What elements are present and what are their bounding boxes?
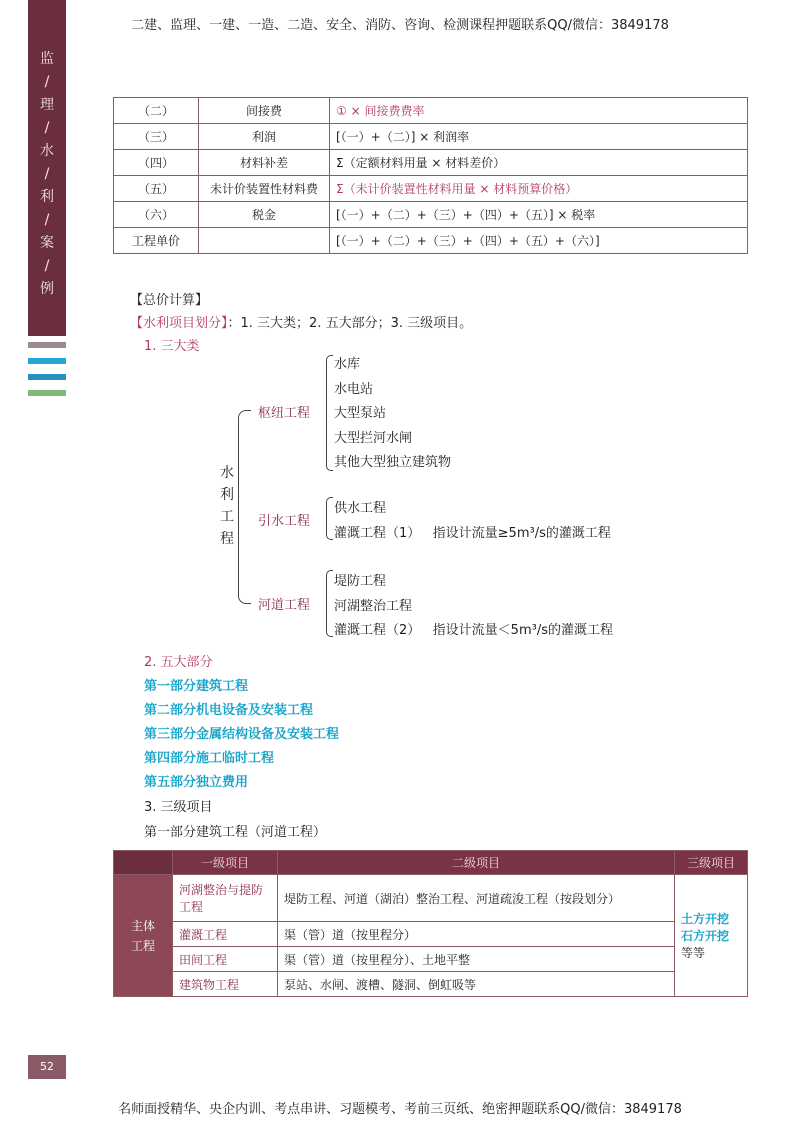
- level1-cell: 建筑物工程: [173, 972, 278, 997]
- cost-table: [113, 97, 748, 254]
- main-works-label: 主体工程: [130, 918, 155, 953]
- header-level3: 三级项目: [675, 851, 748, 875]
- cost-row: [114, 98, 748, 124]
- cost-formula: Σ（未计价装置性材料用量 × 材料预算价格）: [330, 176, 748, 202]
- level1-cell: 田间工程: [173, 947, 278, 972]
- tree-branch-brace: [326, 497, 333, 540]
- five-part-item: 第四部分施工临时工程: [144, 751, 275, 766]
- level2-cell: 泵站、水闸、渡槽、隧洞、倒虹吸等: [278, 972, 675, 997]
- level3-item: 土方开挖: [681, 912, 730, 926]
- five-part-item: 第一部分建筑工程: [144, 679, 249, 694]
- main-works-cell: [114, 875, 173, 997]
- sidebar-char: 利: [40, 189, 54, 205]
- level2-cell: 渠（管）道（按里程分）: [278, 922, 675, 947]
- level1-cell: 河湖整治与提防工程: [173, 875, 278, 922]
- level2-cell: 渠（管）道（按里程分）、土地平整: [278, 947, 675, 972]
- header-level2: 二级项目: [278, 851, 675, 875]
- three-levels-subtitle: 第一部分建筑工程（河道工程）: [144, 825, 327, 840]
- cost-item: 未计价装置性材料费: [199, 176, 330, 202]
- cost-no: （二）: [114, 98, 199, 124]
- level3-item: 等等: [681, 946, 706, 960]
- cost-item: 材料补差: [199, 150, 330, 176]
- level2-cell: 堤防工程、河道（湖泊）整治工程、河道疏浚工程（按段划分）: [278, 875, 675, 922]
- tree-leaf: 其他大型独立建筑物: [334, 455, 452, 470]
- tree-branch-label: 引水工程: [258, 514, 311, 529]
- sidebar-char: /: [44, 74, 50, 90]
- subsection-three-categories: 1. 三大类: [144, 339, 200, 354]
- cost-no: （四）: [114, 150, 199, 176]
- sidebar-char: 理: [40, 97, 54, 113]
- cost-row: [114, 150, 748, 176]
- three-levels-title: 3. 三级项目: [144, 800, 213, 815]
- cost-no: （六）: [114, 202, 199, 228]
- tree-branch-label: 河道工程: [258, 598, 311, 613]
- tree-leaf: 堤防工程: [334, 574, 387, 589]
- tree-branch-brace: [326, 355, 333, 471]
- cost-row: [114, 176, 748, 202]
- five-part-item: 第二部分机电设备及安装工程: [144, 703, 314, 718]
- stripe-1: [28, 342, 66, 348]
- five-part-item: 第三部分金属结构设备及安装工程: [144, 727, 340, 742]
- cost-row: [114, 228, 748, 254]
- tree-leaf: 大型泵站: [334, 406, 387, 421]
- tree-root-char: 水: [220, 465, 234, 481]
- tree-root-char: 利: [220, 487, 234, 503]
- division-line: [130, 312, 472, 331]
- tree-branch-label: 枢纽工程: [258, 406, 311, 421]
- tree-branch-brace: [326, 570, 333, 637]
- division-text: ：1. 三大类；2. 五大部分；3. 三级项目。: [227, 316, 473, 331]
- cost-item: 税金: [199, 202, 330, 228]
- section-title: 【总价计算】: [130, 293, 209, 308]
- cost-formula: [（一）+（二）+（三）+（四）+（五）+（六）]: [330, 228, 748, 254]
- stripe-4: [28, 390, 66, 396]
- page-header: 二建、监理、一建、一造、二造、安全、消防、咨询、检测课程押题联系QQ/微信：3849178: [131, 18, 669, 33]
- tree-root: [218, 462, 236, 550]
- tree-leaf: 水库: [334, 357, 361, 372]
- cost-item: [199, 228, 330, 254]
- division-label: 【水利项目划分】: [130, 316, 228, 331]
- cost-item: 利润: [199, 124, 330, 150]
- tree-leaf: 灌溉工程（1） 指设计流量≥5m³/s的灌溉工程: [334, 525, 611, 541]
- cost-formula: [（一）+（二）] × 利润率: [330, 124, 748, 150]
- five-part-item: 第五部分独立费用: [144, 775, 249, 790]
- cost-row: [114, 124, 748, 150]
- tree-leaf: 水电站: [334, 381, 374, 397]
- header-level1: 一级项目: [173, 851, 278, 875]
- sidebar-char: 监: [40, 51, 54, 67]
- five-parts-title: 2. 五大部分: [144, 655, 213, 670]
- cost-no: （五）: [114, 176, 199, 202]
- tree-leaf: 供水工程: [334, 501, 387, 516]
- stripe-2: [28, 358, 66, 364]
- cost-no: 工程单价: [114, 228, 199, 254]
- page-number: 52: [28, 1055, 66, 1079]
- page-footer: 名师面授精华、央企内训、考点串讲、习题模考、考前三页纸、绝密押题联系QQ/微信：3849178: [118, 1102, 682, 1117]
- sidebar-label: [28, 48, 66, 301]
- cost-formula: Σ（定额材料用量 × 材料差价）: [330, 150, 748, 176]
- sidebar-char: 例: [40, 281, 54, 297]
- sidebar-char: /: [44, 120, 50, 136]
- tree-root-char: 工: [220, 509, 234, 525]
- chapter-sidebar: [28, 0, 66, 336]
- tree-root-char: 程: [220, 531, 234, 547]
- level1-cell: 灌溉工程: [173, 922, 278, 947]
- cost-row: [114, 202, 748, 228]
- cost-formula: ① × 间接费费率: [330, 98, 748, 124]
- level3-item: 石方开挖: [681, 929, 730, 943]
- sidebar-char: /: [44, 258, 50, 274]
- sidebar-char: /: [44, 166, 50, 182]
- tree-leaf: 灌溉工程（2） 指设计流量＜5m³/s的灌溉工程: [334, 623, 613, 638]
- tree-leaf: 大型拦河水闸: [334, 430, 413, 446]
- sidebar-char: /: [44, 212, 50, 228]
- stripe-3: [28, 374, 66, 380]
- tree-leaf: 河湖整治工程: [334, 598, 413, 614]
- cost-item: 间接费: [199, 98, 330, 124]
- sidebar-char: 案: [40, 235, 54, 251]
- cost-formula: [（一）+（二）+（三）+（四）+（五）] × 税率: [330, 202, 748, 228]
- corner-cell: [114, 851, 173, 875]
- cost-no: （三）: [114, 124, 199, 150]
- level3-cell: [675, 875, 748, 997]
- levels-table: [113, 850, 748, 997]
- root-brace: [238, 410, 251, 604]
- sidebar-char: 水: [40, 143, 54, 159]
